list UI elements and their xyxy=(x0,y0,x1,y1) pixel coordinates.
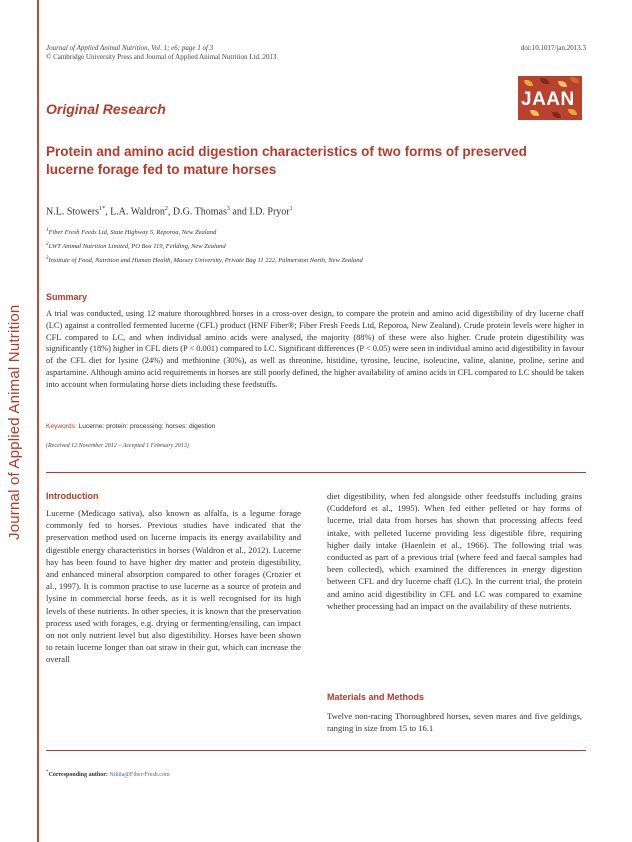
summary-text: A trial was conducted, using 12 mature thoroughbred horses in a cross-over design, to compare the protein and amino acid digestibility of dry lucerne chaff (LC) against a controlled fermented lucerne (CFL) product (HNF Fiber®; Fiber Fresh Feeds Ltd, Reporoa, New Zealand). Crude protein levels were higher in CFL compared to LC, and when individual amino acids were analysed, the majority (88%) of these were also higher. Crude protein digestibility was significantly (18%) higher in CFL diets (P < 0.001) compared to LC. Significant differences (P < 0.05) were seen in individual amino acid digestibility in favour of the CFL diet for lysine (24%) and methionine (30%), as well as threonine, histidine, tyrosine, leucine, isoleucine, valine, alanine, proline, serine and aspartamine. Although amino acid requirements in horses are still poorly defined, the higher availability of amino acids in CFL compared to LC should be taken into account when formulating horse diets including these feedstuffs. xyxy=(46,309,584,389)
author-affiliation-sup: 1* xyxy=(99,206,106,212)
doi: doi:10.1017/jan.2013.3 xyxy=(520,44,586,52)
section-divider xyxy=(46,472,586,473)
logo-text: JAAN xyxy=(521,89,575,110)
author-name: I.D. Pryor xyxy=(249,206,290,218)
margin-rule xyxy=(37,0,39,842)
methods-text: Twelve non-racing Thoroughbred horses, seven mares and five geldings, ranging in size from 15 to 16.1 xyxy=(327,711,582,734)
author-name: D.G. Thomas xyxy=(172,206,227,218)
affiliation-sup: 2 xyxy=(46,242,49,248)
journal-logo xyxy=(518,76,582,120)
affiliation xyxy=(46,225,363,239)
affiliation-text: LWT Animal Nutrition Limited, PO Box 119, Feilding, New Zealand xyxy=(48,243,226,251)
affiliation-text: Institute of Food, Nutrition and Human Health, Massey University, Private Bag 11 222, Palmerston North, New Zealand xyxy=(48,257,363,265)
author-affiliation-sup: 3 xyxy=(226,206,230,212)
affiliation xyxy=(46,239,363,253)
header-line-1: Journal of Applied Animal Nutrition, Vol. 1; e6; page 1 of 3 xyxy=(46,44,214,52)
article-title: Protein and amino acid digestion characteristics of two forms of preserved lucerne forage fed to mature horses xyxy=(46,144,527,177)
journal-side-title: Journal of Applied Animal Nutrition xyxy=(6,304,23,540)
author-affiliation-sup: 2 xyxy=(164,206,168,212)
header-citation xyxy=(46,44,276,62)
author-affiliation-sup: 1 xyxy=(289,206,293,212)
corresponding-author xyxy=(46,770,170,778)
affiliations xyxy=(46,225,363,267)
affiliation-text: Fiber Fresh Feeds Ltd, State Highway 5, Reporoa, New Zealand xyxy=(48,229,217,237)
corresponding-email[interactable]: Nikita@Fiber-Fresh.com xyxy=(109,772,170,778)
keywords-text: Lucerne: protein: processing: horses: digestion xyxy=(76,423,216,430)
corresponding-sup: * xyxy=(46,770,49,775)
author-name: N.L. Stowers xyxy=(46,206,100,218)
article-type: Original Research xyxy=(46,101,166,117)
affiliation-sup: 1 xyxy=(46,228,49,233)
author-list: N.L. Stowers$^{1*}$, L.A. Waldron$^2$, D.G. Thomas$^3$ and I.D. Pryor$^1$ xyxy=(46,206,293,218)
introduction-col1-text: Lucerne (Medicago sativa), also known as alfalfa, is a legume forage commonly fed to horses. Previous studies have indicated that the preservation method used on lucerne impacts its energy availability and digestible energy characteristics in horses (Waldron et al., 2012). Lucerne hay has been found to have higher dry matter and protein digestibility, and enhanced mineral absorption compared to other forages (Crozier et al., 1997). It is common practise to use lucerne as a source of protein and lysine in commercial horse feeds, as it is well recognised for its high levels of these nutrients. In other species, it is known that the preservation process used with forages, e.g. drying or fermenting/ensiling, can impact on not only nutrient level but also digestibility. Horses have been shown to retain lucerne longer than oat straw in their gut, which can increase the overall xyxy=(46,508,301,665)
header-line-2: © Cambridge University Press and Journal of Applied Animal Nutrition Ltd. 2013 xyxy=(46,53,277,61)
methods-text-wrap xyxy=(327,710,582,734)
introduction-col2-text: diet digestibility, when fed alongside other feedstuffs including grains (Cuddeford et al., 1995). When fed either pelleted or hay forms of lucerne, trial data from horses has shown that processing affects feed intake, with pelleted lucerne providing less digestible fibre, requiring higher daily intake (Haenlein et al., 1966). The following trial was conducted as part of a previous trial (where feed and faecal samples had been collected), which examined the differences in energy digestion between CFL and dry lucerne chaff (LC). In the current trial, the protein and amino acid digestibility in CFL and LC was compared to examine whether processing had an impact on the availability of these nutrients. xyxy=(327,491,582,611)
introduction-col2 xyxy=(327,490,582,612)
keywords-label: Keywords: xyxy=(46,423,77,430)
methods-heading: Materials and Methods xyxy=(327,692,425,702)
introduction-heading: Introduction xyxy=(46,491,99,501)
affiliation xyxy=(46,253,363,267)
corresponding-label: Corresponding author: xyxy=(48,772,108,778)
footnote-divider xyxy=(46,750,586,751)
affiliation-sup: 3 xyxy=(46,256,49,262)
keywords xyxy=(46,423,215,430)
author-name: L.A. Waldron xyxy=(110,206,165,218)
received-dates: (Received 12 November 2012 – Accepted 1 February 2013) xyxy=(46,443,189,449)
summary-heading: Summary xyxy=(46,292,88,302)
introduction-col1 xyxy=(46,507,301,666)
